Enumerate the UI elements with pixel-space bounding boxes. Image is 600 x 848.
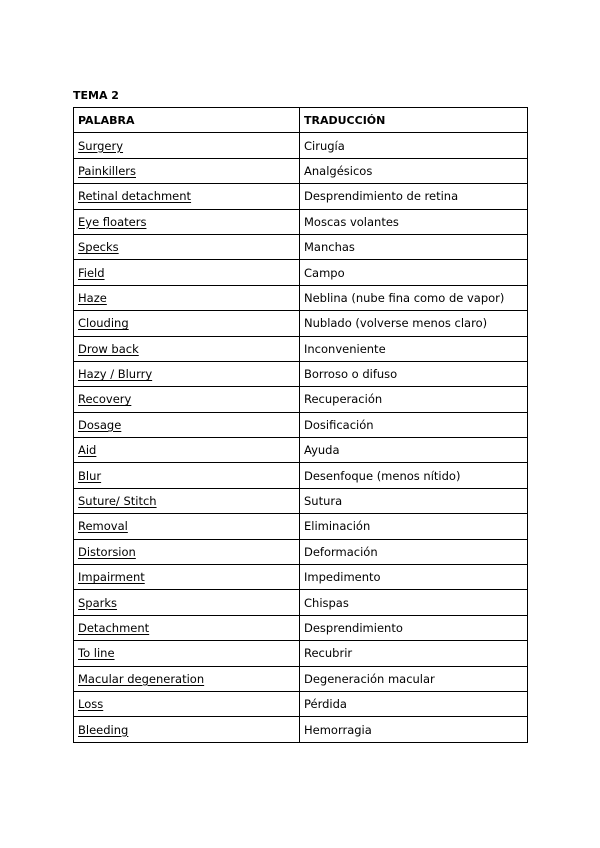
table-row bbox=[74, 615, 528, 640]
table-row bbox=[74, 641, 528, 666]
table-row bbox=[74, 361, 528, 386]
word-cell bbox=[74, 260, 300, 285]
translation-cell: Chispas bbox=[300, 590, 528, 615]
table-row bbox=[74, 311, 528, 336]
table-body bbox=[74, 133, 528, 742]
word-cell bbox=[74, 133, 300, 158]
table-row bbox=[74, 717, 528, 742]
word-text: Sparks bbox=[78, 595, 118, 610]
word-text: Recovery bbox=[78, 392, 132, 407]
translation-cell: Inconveniente bbox=[300, 336, 528, 361]
word-text: Surgery bbox=[78, 138, 124, 153]
table-row bbox=[74, 438, 528, 463]
table-row bbox=[74, 463, 528, 488]
translation-cell: Analgésicos bbox=[300, 158, 528, 183]
word-cell bbox=[74, 158, 300, 183]
word-text: Retinal detachment bbox=[78, 189, 192, 204]
word-cell bbox=[74, 412, 300, 437]
word-text: Drow back bbox=[78, 341, 139, 356]
table-row bbox=[74, 209, 528, 234]
table-row bbox=[74, 565, 528, 590]
word-text: Hazy / Blurry bbox=[78, 367, 153, 382]
translation-cell: Degeneración macular bbox=[300, 666, 528, 691]
word-cell bbox=[74, 463, 300, 488]
translation-cell: Deformación bbox=[300, 539, 528, 564]
table-row bbox=[74, 336, 528, 361]
table-row bbox=[74, 539, 528, 564]
translation-cell: Desprendimiento de retina bbox=[300, 184, 528, 209]
word-cell bbox=[74, 590, 300, 615]
table-row bbox=[74, 133, 528, 158]
table-row bbox=[74, 590, 528, 615]
word-cell bbox=[74, 717, 300, 742]
word-text: Impairment bbox=[78, 570, 145, 585]
word-cell bbox=[74, 565, 300, 590]
translation-cell: Desenfoque (menos nítido) bbox=[300, 463, 528, 488]
word-cell bbox=[74, 209, 300, 234]
word-cell bbox=[74, 641, 300, 666]
word-cell bbox=[74, 438, 300, 463]
table-row bbox=[74, 184, 528, 209]
word-cell bbox=[74, 311, 300, 336]
word-cell bbox=[74, 184, 300, 209]
word-cell bbox=[74, 615, 300, 640]
word-text: Aid bbox=[78, 443, 97, 458]
word-text: To line bbox=[78, 646, 115, 661]
table-row bbox=[74, 666, 528, 691]
word-cell bbox=[74, 514, 300, 539]
translation-cell: Sutura bbox=[300, 488, 528, 513]
word-text: Macular degeneration bbox=[78, 671, 205, 686]
column-header-word: PALABRA bbox=[74, 108, 300, 133]
translation-cell: Desprendimiento bbox=[300, 615, 528, 640]
table-row bbox=[74, 514, 528, 539]
table-row bbox=[74, 158, 528, 183]
word-cell bbox=[74, 666, 300, 691]
word-cell bbox=[74, 539, 300, 564]
word-cell bbox=[74, 488, 300, 513]
word-text: Painkillers bbox=[78, 163, 136, 178]
word-text: Bleeding bbox=[78, 722, 129, 737]
word-text: Eye floaters bbox=[78, 214, 147, 229]
word-text: Loss bbox=[78, 697, 104, 712]
translation-cell: Neblina (nube fina como de vapor) bbox=[300, 285, 528, 310]
word-text: Blur bbox=[78, 468, 102, 483]
word-cell bbox=[74, 336, 300, 361]
translation-cell: Dosificación bbox=[300, 412, 528, 437]
table-row bbox=[74, 691, 528, 716]
word-text: Specks bbox=[78, 240, 119, 255]
translation-cell: Ayuda bbox=[300, 438, 528, 463]
table-row bbox=[74, 260, 528, 285]
table-row bbox=[74, 412, 528, 437]
table-row bbox=[74, 285, 528, 310]
translation-cell: Manchas bbox=[300, 234, 528, 259]
table-row bbox=[74, 488, 528, 513]
word-text: Dosage bbox=[78, 417, 122, 432]
word-cell bbox=[74, 285, 300, 310]
translation-cell: Eliminación bbox=[300, 514, 528, 539]
translation-cell: Recubrir bbox=[300, 641, 528, 666]
translation-cell: Cirugía bbox=[300, 133, 528, 158]
table-row bbox=[74, 234, 528, 259]
translation-cell: Nublado (volverse menos claro) bbox=[300, 311, 528, 336]
column-header-translation: TRADUCCIÓN bbox=[300, 108, 528, 133]
word-cell bbox=[74, 387, 300, 412]
translation-cell: Borroso o difuso bbox=[300, 361, 528, 386]
vocabulary-table bbox=[73, 107, 528, 743]
word-text: Distorsion bbox=[78, 544, 136, 559]
translation-cell: Campo bbox=[300, 260, 528, 285]
word-text: Suture/ Stitch bbox=[78, 494, 157, 509]
table-row bbox=[74, 387, 528, 412]
translation-cell: Recuperación bbox=[300, 387, 528, 412]
word-text: Field bbox=[78, 265, 105, 280]
page-title: TEMA 2 bbox=[73, 89, 119, 102]
word-cell bbox=[74, 361, 300, 386]
table-header-row bbox=[74, 108, 528, 133]
word-text: Detachment bbox=[78, 621, 150, 635]
word-text: Clouding bbox=[78, 316, 129, 331]
translation-cell: Moscas volantes bbox=[300, 209, 528, 234]
word-cell bbox=[74, 234, 300, 259]
word-cell bbox=[74, 691, 300, 716]
translation-cell: Pérdida bbox=[300, 691, 528, 716]
translation-cell: Impedimento bbox=[300, 565, 528, 590]
translation-cell: Hemorragia bbox=[300, 717, 528, 742]
word-text: Haze bbox=[78, 290, 107, 305]
word-text: Removal bbox=[78, 519, 128, 534]
